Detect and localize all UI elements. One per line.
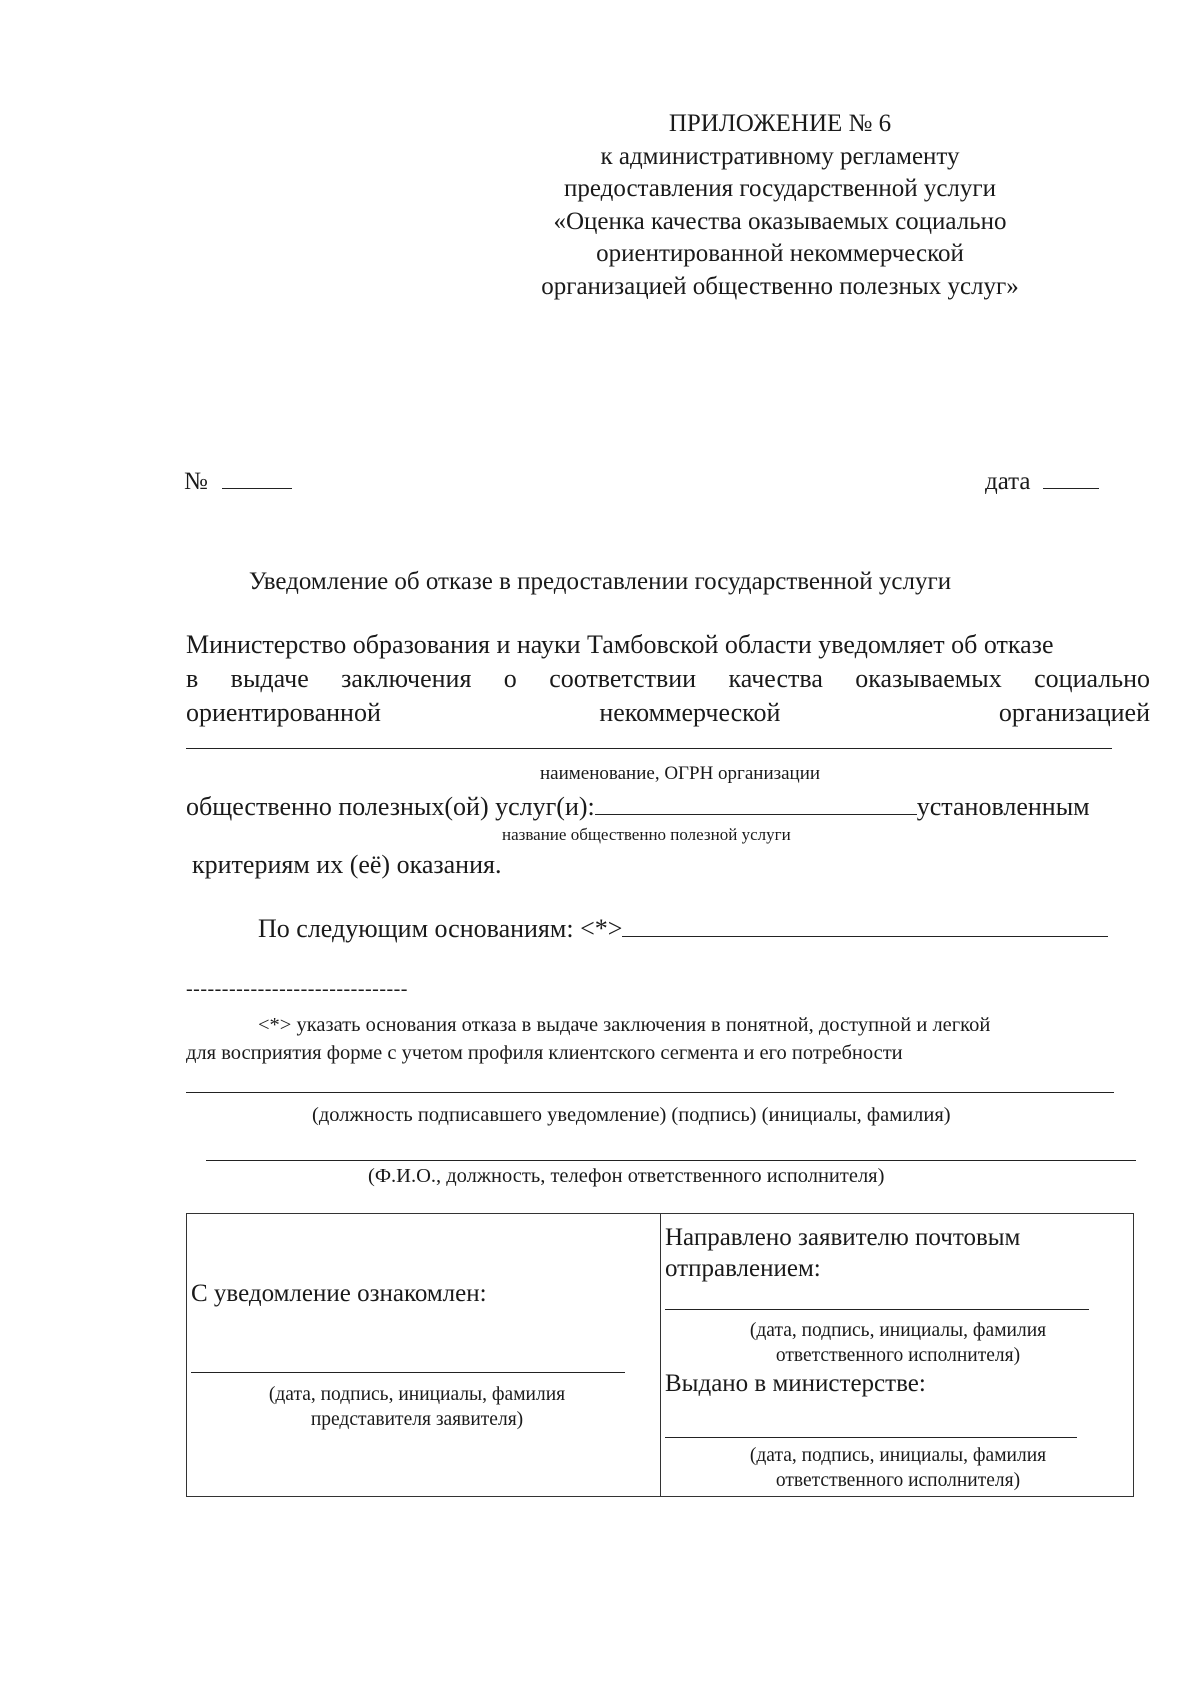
appendix-header bbox=[500, 108, 1060, 303]
applicant-signature-field[interactable] bbox=[191, 1372, 625, 1373]
appendix-subtitle-line: «Оценка качества оказываемых социально bbox=[553, 207, 1007, 235]
organization-caption: наименование, ОГРН организации bbox=[540, 763, 821, 784]
applicant-signature-caption bbox=[187, 1382, 647, 1432]
services-prefix: общественно полезных(ой) услуг(и): bbox=[186, 792, 595, 821]
services-line bbox=[186, 790, 1150, 824]
footnote-text-line: <*> указать основания отказа в выдаче заключения в понятной, доступной и легкой bbox=[258, 1014, 991, 1036]
notice-title: Уведомление об отказе в предоставлении государственной услуги bbox=[248, 568, 952, 595]
appendix-title: ПРИЛОЖЕНИЕ № 6 bbox=[668, 110, 892, 137]
organization-field-line[interactable] bbox=[186, 748, 1112, 749]
service-name-field[interactable] bbox=[595, 790, 917, 815]
mail-sent-label bbox=[665, 1222, 1020, 1284]
executor-caption: (Ф.И.О., должность, телефон ответственного исполнителя) bbox=[368, 1165, 885, 1187]
acknowledged-label: С уведомление ознакомлен: bbox=[191, 1280, 487, 1307]
grounds-field[interactable] bbox=[622, 912, 1108, 937]
signer-field-line[interactable] bbox=[186, 1092, 1114, 1093]
applicant-acknowledgment-cell bbox=[187, 1214, 661, 1497]
criteria-line: критериям их (её) оказания. bbox=[192, 850, 502, 879]
services-suffix: установленным bbox=[916, 792, 1090, 821]
date-field[interactable] bbox=[1043, 468, 1099, 489]
mail-signature-caption bbox=[661, 1318, 1135, 1368]
body-line: в выдаче заключения о соответствии качества оказываемых социально bbox=[186, 664, 1150, 693]
executor-field-line[interactable] bbox=[206, 1160, 1136, 1161]
acknowledgment-table bbox=[186, 1213, 1134, 1497]
caption-line: представителя заявителя) bbox=[310, 1409, 524, 1430]
footnote-separator: ------------------------------- bbox=[186, 978, 408, 1000]
body-line: Министерство образования и науки Тамбовской области уведомляет об отказе bbox=[186, 630, 1054, 659]
number-label: № bbox=[184, 468, 208, 495]
footnote-text-line: для восприятия форме с учетом профиля клиентского сегмента и его потребности bbox=[186, 1042, 903, 1064]
caption-line: (дата, подпись, инициалы, фамилия bbox=[749, 1445, 1047, 1466]
appendix-subtitle-line: организацией общественно полезных услуг» bbox=[541, 272, 1019, 300]
label-line: Направлено заявителю почтовым bbox=[665, 1224, 1021, 1251]
issued-signature-caption bbox=[661, 1443, 1135, 1493]
document-date bbox=[985, 468, 1099, 496]
body-line: ориентированной некоммерческой организацией bbox=[186, 698, 1150, 727]
service-caption: название общественно полезной услуги bbox=[502, 825, 791, 844]
appendix-subtitle-line: к административному регламенту bbox=[600, 142, 960, 170]
delivery-cell bbox=[661, 1214, 1134, 1497]
document-number bbox=[184, 468, 292, 496]
appendix-subtitle-line: предоставления государственной услуги bbox=[563, 175, 997, 202]
caption-line: (дата, подпись, инициалы, фамилия bbox=[749, 1320, 1047, 1341]
signer-caption: (должность подписавшего уведомление) (подпись) (инициалы, фамилия) bbox=[312, 1104, 951, 1126]
date-label: дата bbox=[985, 468, 1031, 495]
caption-line: (дата, подпись, инициалы, фамилия bbox=[268, 1384, 566, 1405]
issued-signature-field[interactable] bbox=[665, 1437, 1077, 1438]
caption-line: ответственного исполнителя) bbox=[775, 1470, 1021, 1491]
label-line: отправлением: bbox=[665, 1255, 821, 1282]
mail-signature-field[interactable] bbox=[665, 1309, 1089, 1310]
number-field[interactable] bbox=[222, 468, 292, 489]
grounds-label: По следующим основаниям: <*> bbox=[258, 914, 623, 943]
issued-label: Выдано в министерстве: bbox=[665, 1370, 926, 1397]
appendix-subtitle-line: ориентированной некоммерческой bbox=[596, 240, 964, 267]
caption-line: ответственного исполнителя) bbox=[775, 1345, 1021, 1366]
grounds-line bbox=[258, 912, 1138, 946]
